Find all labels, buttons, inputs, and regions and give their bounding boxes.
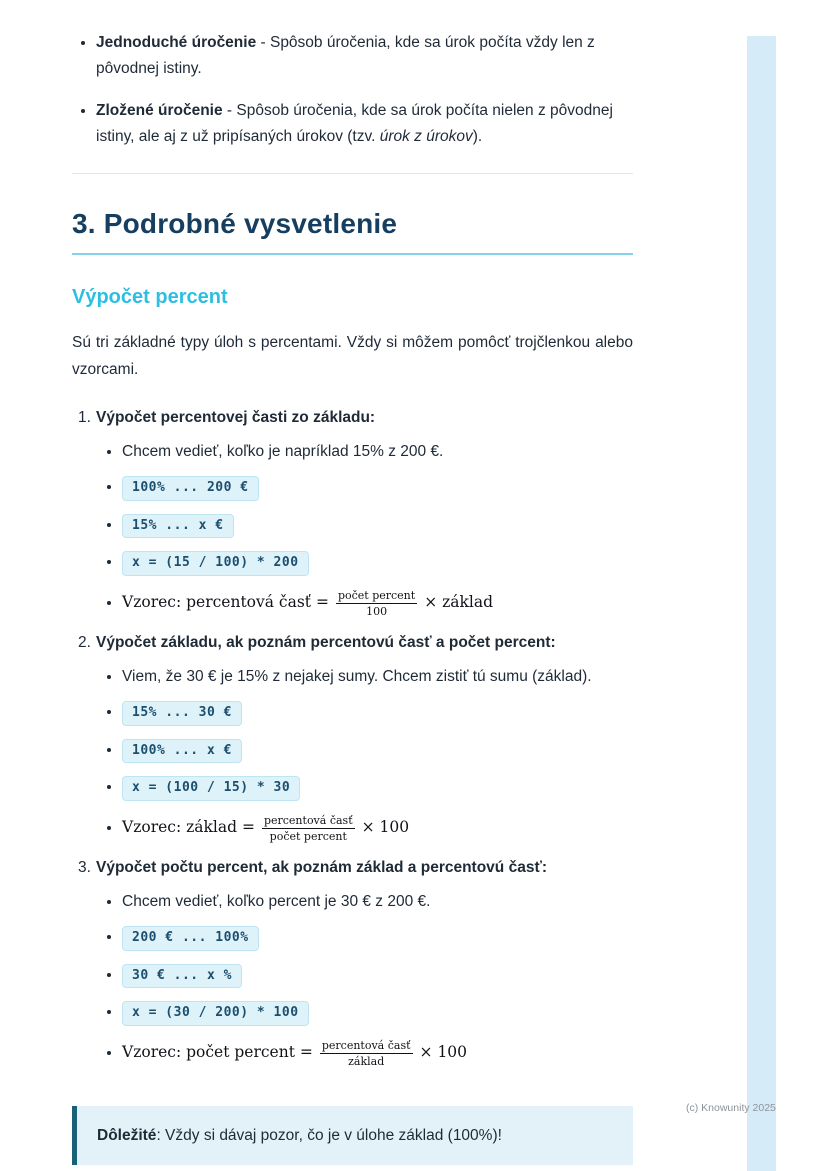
code-bullet: [122, 514, 633, 539]
fraction-numerator: percentová časť: [320, 1039, 413, 1054]
code-chip: 15% ... x €: [122, 514, 234, 539]
code-bullet: [122, 776, 633, 801]
callout-text: : Vždy si dávaj pozor, čo je v úlohe základ (100%)!: [156, 1127, 502, 1145]
document-content: [72, 30, 633, 1165]
formula-bullet: [122, 814, 633, 843]
definition-list: [72, 30, 633, 149]
formula: [122, 1038, 468, 1068]
task-number: 1.: [78, 408, 91, 426]
definition-term: Jednoduché úročenie: [96, 34, 257, 51]
callout-title: Dôležité: [97, 1127, 157, 1145]
formula-suffix: × 100: [419, 1043, 468, 1062]
fraction-denominator: počet percent: [269, 829, 347, 843]
example-bullet: [122, 665, 633, 689]
task-bullets: [72, 440, 633, 618]
example-text: Chcem vedieť, koľko percent je 30 € z 200 €.: [122, 893, 431, 910]
task-title: Výpočet počtu percent, ak poznám základ a percentovú časť:: [96, 859, 548, 876]
task-item: [72, 634, 633, 843]
code-chip: 100% ... x €: [122, 739, 242, 764]
task-item: [72, 859, 633, 1068]
fraction-denominator: 100: [366, 604, 388, 618]
formula-prefix: Vzorec: základ =: [122, 818, 255, 837]
code-bullet: [122, 701, 633, 726]
example-bullet: [122, 440, 633, 464]
formula-bullet: [122, 1039, 633, 1068]
task-list: [72, 409, 633, 1068]
code-bullet: [122, 551, 633, 576]
code-chip: 200 € ... 100%: [122, 926, 259, 951]
code-chip: x = (30 / 200) * 100: [122, 1001, 309, 1026]
code-chip: x = (15 / 100) * 200: [122, 551, 309, 576]
task-title: Výpočet základu, ak poznám percentovú časť a počet percent:: [96, 633, 556, 651]
formula-suffix: × základ: [424, 593, 494, 612]
code-bullet: [122, 926, 633, 951]
task-title-row: [72, 409, 633, 427]
important-callout: [72, 1106, 633, 1165]
code-chip: 30 € ... x %: [122, 964, 242, 989]
fraction-numerator: počet percent: [336, 589, 417, 604]
task-title: Výpočet percentovej časti zo základu:: [96, 408, 376, 426]
task-title-row: [72, 859, 633, 877]
list-item: [96, 30, 633, 81]
fraction: [262, 814, 355, 843]
formula: [122, 813, 410, 843]
definition-text: - Spôsob úročenia, kde sa úrok počíta vždy len z pôvodnej istiny.: [96, 34, 595, 77]
formula: [122, 588, 494, 618]
section-divider: [72, 173, 633, 174]
task-item: [72, 409, 633, 618]
formula-suffix: × 100: [361, 818, 410, 837]
task-number: 2.: [78, 633, 91, 651]
formula-prefix: Vzorec: percentová časť =: [122, 593, 329, 612]
page-edge-strip: [747, 36, 776, 1171]
list-item: [96, 98, 633, 149]
fraction-denominator: základ: [348, 1054, 385, 1068]
example-text: Chcem vedieť, koľko je napríklad 15% z 200 €.: [122, 442, 444, 460]
task-number: 3.: [78, 859, 91, 876]
definition-term: Zložené úročenie: [96, 102, 223, 120]
task-bullets: [72, 890, 633, 1068]
italic-phrase: úrok z úrokov: [379, 127, 473, 145]
task-title-row: [72, 634, 633, 652]
fraction-numerator: percentová časť: [262, 814, 355, 829]
section-heading: 3. Podrobné vysvetlenie: [72, 208, 633, 255]
intro-paragraph: Sú tri základné typy úloh s percentami. Vždy si môžem pomôcť trojčlenkou alebo vzorcami.: [72, 334, 633, 378]
code-bullet: [122, 1001, 633, 1026]
formula-prefix: Vzorec: počet percent =: [122, 1043, 313, 1062]
code-bullet: [122, 739, 633, 764]
definition-text: ).: [472, 127, 483, 145]
subsection-heading: Výpočet percent: [72, 286, 228, 309]
code-chip: x = (100 / 15) * 30: [122, 776, 300, 801]
formula-bullet: [122, 589, 633, 618]
example-bullet: [122, 890, 633, 914]
task-bullets: [72, 665, 633, 843]
watermark: (c) Knowunity 2025: [686, 1102, 776, 1114]
code-chip: 100% ... 200 €: [122, 476, 259, 501]
fraction: [320, 1039, 413, 1068]
definition-text: - Spôsob úročenia, kde sa úrok počíta nielen z pôvodnej istiny, ale aj z už pripísaných úrokov (tzv.: [96, 102, 613, 145]
fraction: [336, 589, 417, 618]
code-bullet: [122, 476, 633, 501]
code-chip: 15% ... 30 €: [122, 701, 242, 726]
example-text: Viem, že 30 € je 15% z nejakej sumy. Chcem zistiť tú sumu (základ).: [122, 667, 592, 685]
code-bullet: [122, 964, 633, 989]
